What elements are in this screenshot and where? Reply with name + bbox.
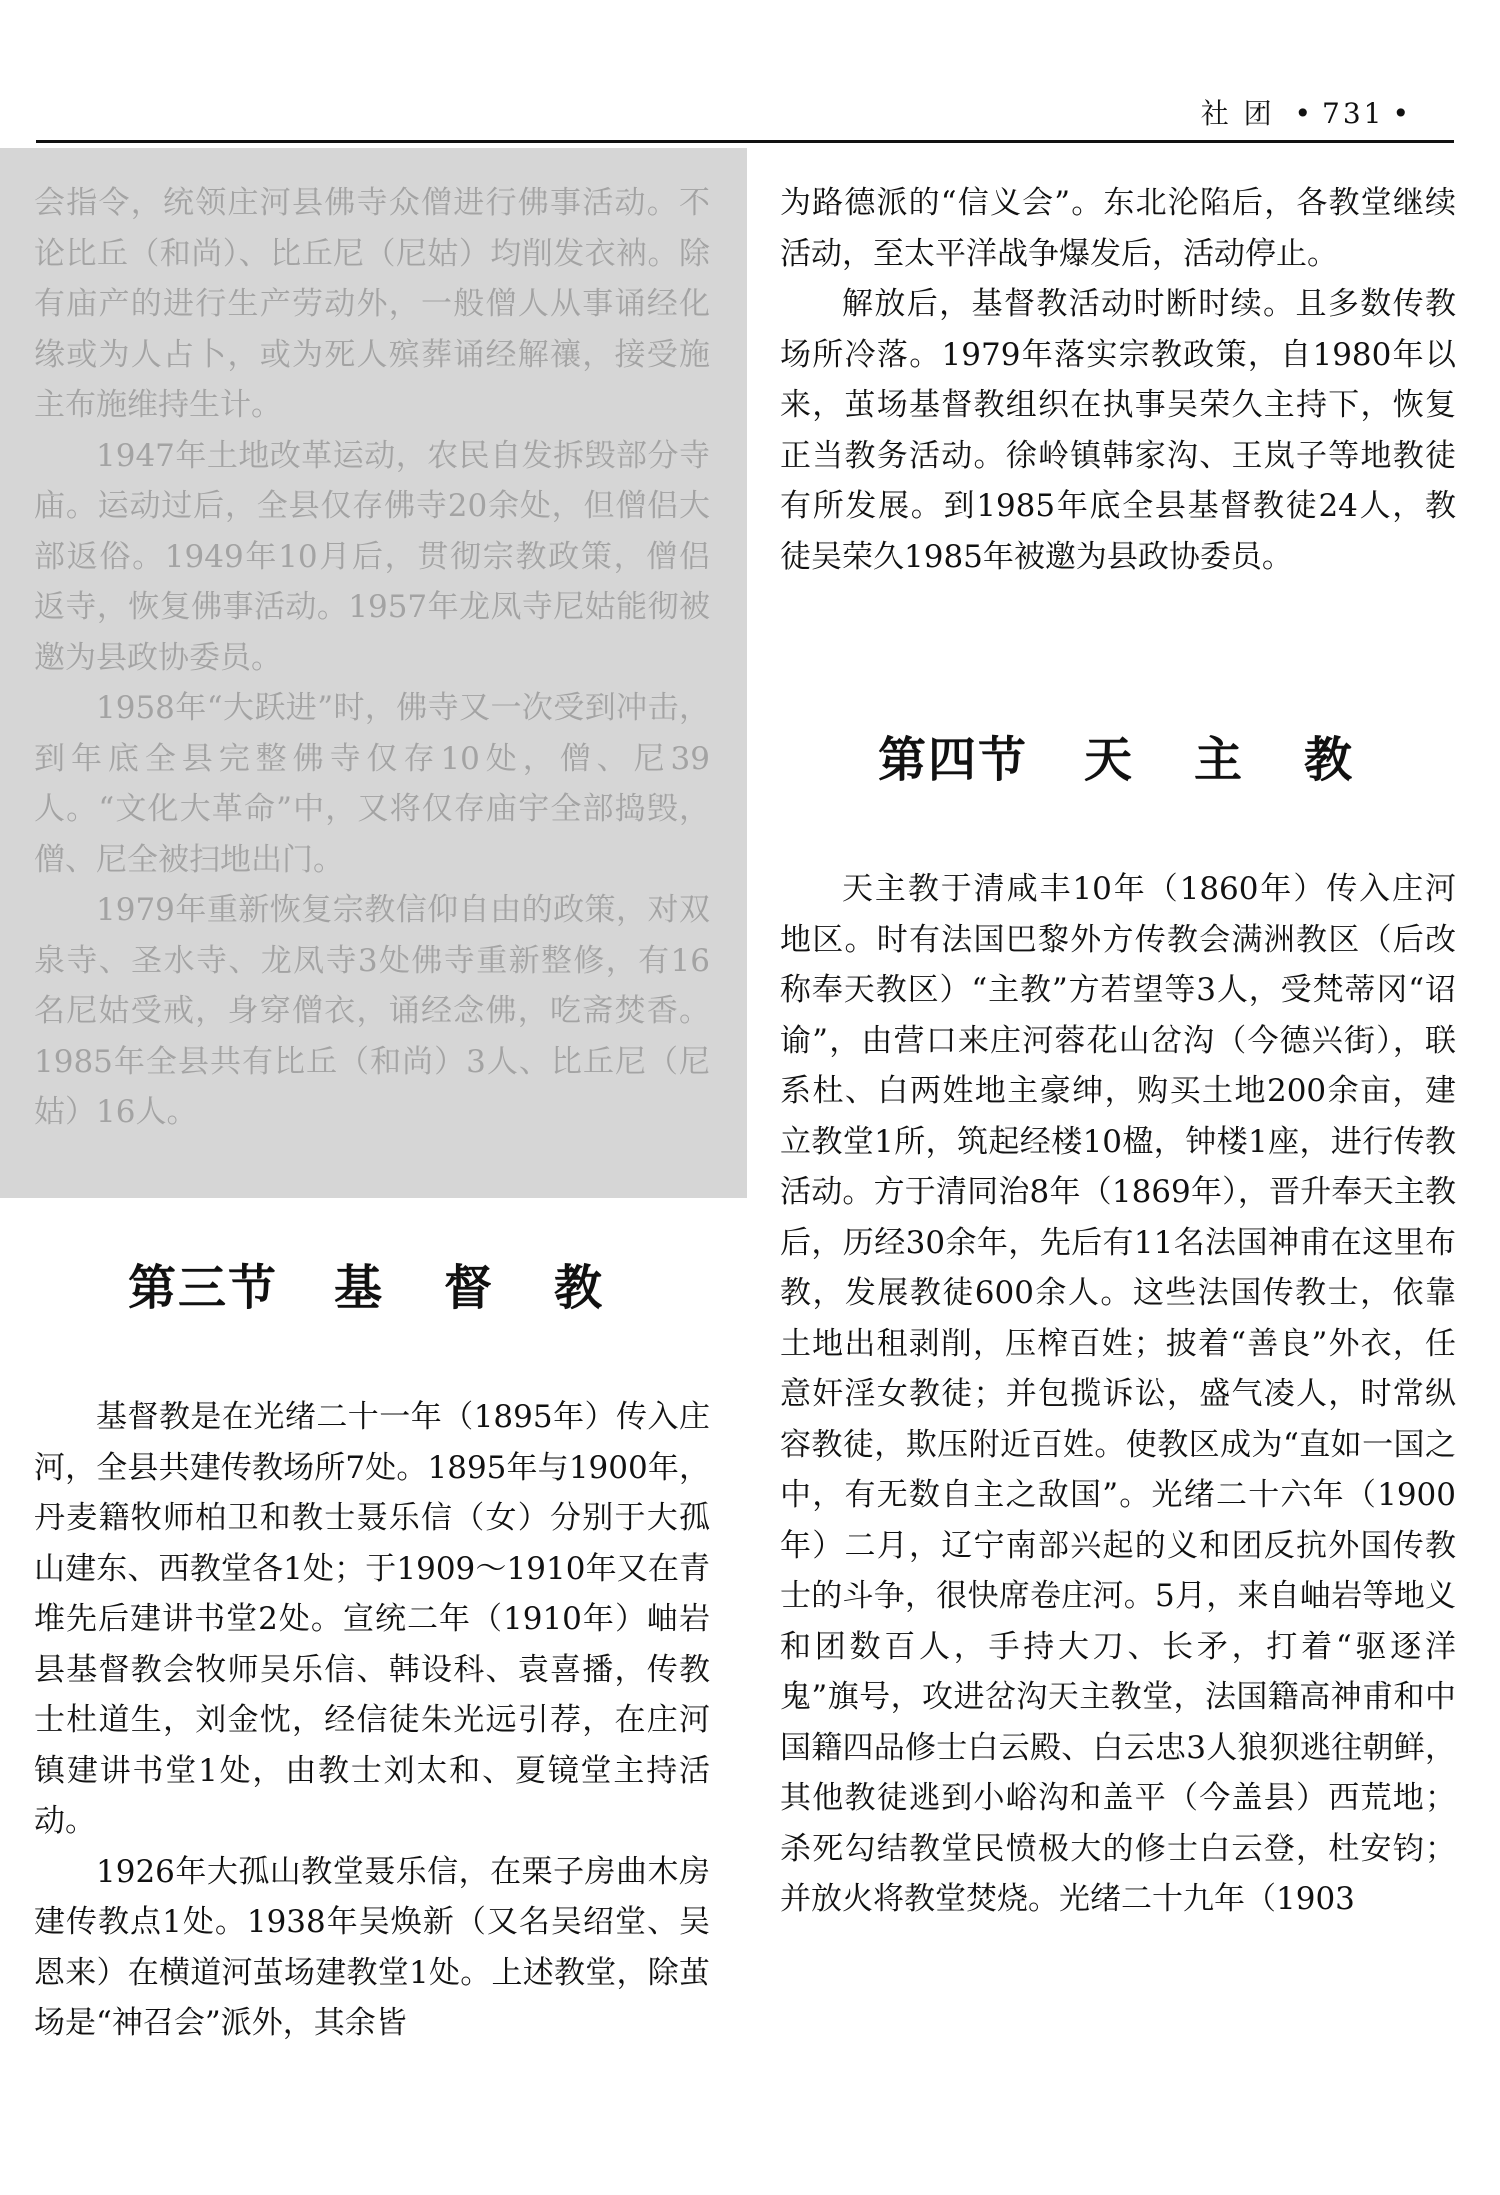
- previous-section-faded-text: [34, 178, 710, 1138]
- christianity-section-continued: [780, 178, 1456, 582]
- catholicism-section-body: [780, 864, 1456, 1925]
- page-header: [0, 0, 1500, 150]
- section-heading-christianity: [128, 1260, 604, 1316]
- paragraph: 会指令，统领庄河县佛寺众僧进行佛事活动。不论比丘（和尚）、比丘尼（尼姑）均削发衣衲。除有庙产的进行生产劳动外，一般僧人从事诵经化缘或为人占卜，或为死人殡葬诵经解禳，接受施主布施维持生计。: [34, 185, 710, 423]
- section-title-char: 天: [1084, 732, 1135, 788]
- page-number: 731: [1322, 97, 1385, 130]
- paragraph: 1958年“大跃进”时，佛寺又一次受到冲击，到年底全县完整佛寺仅存10处，僧、尼39人。“文化大革命”中，又将仅存庙宇全部捣毁，僧、尼全被扫地出门。: [34, 690, 710, 878]
- section-number: 第三节: [128, 1260, 279, 1316]
- section-heading-catholicism: [878, 732, 1354, 788]
- section-title-char: 教: [1304, 732, 1355, 788]
- header-bullet: •: [1392, 97, 1412, 130]
- paragraph: 1979年重新恢复宗教信仰自由的政策，对双泉寺、圣水寺、龙凤寺3处佛寺重新整修，有16名尼姑受戒，身穿僧衣，诵经念佛，吃斋焚香。1985年全县共有比丘（和尚）3人、比丘尼（尼姑）16人。: [34, 892, 710, 1130]
- paragraph: 解放后，基督教活动时断时续。且多数传教场所冷落。1979年落实宗教政策，自1980年以来，茧场基督教组织在执事吴荣久主持下，恢复正当教务活动。徐岭镇韩家沟、王岚子等地教徒有所发展。到1985年底全县基督教徒24人，教徒吴荣久1985年被邀为县政协委员。: [780, 286, 1456, 575]
- section-title-char: 教: [554, 1260, 605, 1316]
- paragraph: 为路德派的“信义会”。东北沦陷后，各教堂继续活动，至太平洋战争爆发后，活动停止。: [780, 185, 1456, 272]
- section-title-char: 基: [334, 1260, 385, 1316]
- section-title-char: 主: [1194, 732, 1245, 788]
- section-title-char: 督: [444, 1260, 495, 1316]
- header-rule: [36, 140, 1454, 143]
- paragraph: 天主教于清咸丰10年（1860年）传入庄河地区。时有法国巴黎外方传教会满洲教区（后改称奉天教区）“主教”方若望等3人，受梵蒂冈“诏谕”，由营口来庄河蓉花山岔沟（今德兴街），联系杜、白两姓地主豪绅，购买土地200余亩，建立教堂1所，筑起经楼10楹，钟楼1座，进行传教活动。方于清同治8年（1869年），晋升奉天主教后，历经30余年，先后有11名法国神甫在这里布教，发展教徒600余人。这些法国传教士，依靠土地出租剥削，压榨百姓；披着“善良”外衣，任意奸淫女教徒；并包揽诉讼，盛气凌人，时常纵容教徒，欺压附近百姓。使教区成为“直如一国之中，有无数自主之敌国”。光绪二十六年（1900年）二月，辽宁南部兴起的义和团反抗外国传教士的斗争，很快席卷庄河。5月，来自岫岩等地义和团数百人，手持大刀、长矛，打着“驱逐洋鬼”旗号，攻进岔沟天主教堂，法国籍高神甫和中国籍四品修士白云殿、白云忠3人狼狈逃往朝鲜，其他教徒逃到小峪沟和盖平（今盖县）西荒地；杀死勾结教堂民愤极大的修士白云登，杜安钧；并放火将教堂焚烧。光绪二十九年（1903: [780, 871, 1456, 1917]
- header-section-title: 社 团: [1200, 97, 1275, 130]
- paragraph: 基督教是在光绪二十一年（1895年）传入庄河，全县共建传教场所7处。1895年与1900年，丹麦籍牧师柏卫和教士聂乐信（女）分别于大孤山建东、西教堂各1处；于1909～1910年又在青堆先后建讲书堂2处。宣统二年（1910年）岫岩县基督教会牧师吴乐信、韩设科、袁喜播，传教士杜道生，刘金忱，经信徒朱光远引荐，在庄河镇建讲书堂1处，由教士刘太和、夏镜堂主持活动。: [34, 1399, 710, 1839]
- paragraph: 1947年土地改革运动，农民自发拆毁部分寺庙。运动过后，全县仅存佛寺20余处，但僧侣大部返俗。1949年10月后，贯彻宗教政策，僧侣返寺，恢复佛事活动。1957年龙凤寺尼姑能彻被邀为县政协委员。: [34, 437, 710, 676]
- christianity-section-body: [34, 1392, 710, 2049]
- paragraph: 1926年大孤山教堂聂乐信，在栗子房曲木房建传教点1处。1938年吴焕新（又名吴绍堂、吴恩来）在横道河茧场建教堂1处。上述教堂，除茧场是“神召会”派外，其余皆: [34, 1853, 710, 2041]
- running-header: [1201, 92, 1420, 132]
- header-bullet: •: [1294, 97, 1315, 130]
- section-number: 第四节: [878, 732, 1029, 788]
